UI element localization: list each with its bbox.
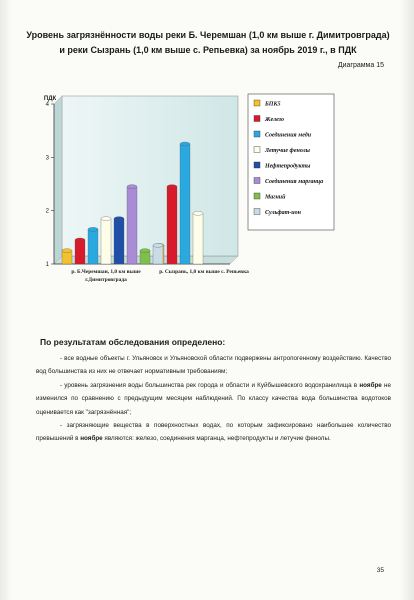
bar-cap <box>114 217 124 221</box>
x-category-label: р. Сызрань, 1,0 км выше с. Репьевка <box>159 269 249 275</box>
findings-heading: По результатам обследования определено: <box>40 337 226 347</box>
legend-swatch <box>254 193 260 199</box>
legend-swatch <box>254 178 260 184</box>
x-category-label: р. Б.Черемшан, 1,0 км выше г.Димитровграда <box>71 269 141 283</box>
legend-label: Магний <box>265 194 286 201</box>
y-tick-label: 2 <box>45 208 49 215</box>
title-line-1: Уровень загрязнённости воды реки Б. Черемшан (1,0 км выше г. Димитровграда) <box>26 30 390 40</box>
legend-label: Нефтепродукты <box>265 163 311 170</box>
paragraph-2 <box>36 379 391 419</box>
legend-label: Сульфат-ион <box>265 210 301 216</box>
legend-swatch <box>254 162 260 168</box>
bar-cap <box>62 249 72 253</box>
y-axis-title: ПДК <box>43 96 57 102</box>
legend-swatch <box>254 116 260 122</box>
bar-cap <box>75 238 85 242</box>
bar <box>114 219 124 264</box>
bar-cap <box>88 227 98 231</box>
plot-side-wall <box>54 96 62 264</box>
pollution-bar-chart <box>20 86 340 296</box>
bar <box>180 144 190 264</box>
findings-text <box>36 352 391 446</box>
bar-cap <box>127 185 137 189</box>
legend-swatch <box>254 209 260 215</box>
legend-swatch <box>254 147 260 153</box>
document-title <box>22 28 394 58</box>
paragraph-3-text-a: - загрязняющие вещества в поверхностных водах, по которым зафиксировано наибольшее количество превышений в <box>36 422 391 443</box>
bar-cap <box>193 211 203 215</box>
bar-cap <box>101 217 111 221</box>
bar-cap <box>167 185 177 189</box>
paragraph-2-month: ноябре <box>359 381 382 389</box>
y-tick-label: 4 <box>45 102 49 108</box>
legend-swatch <box>254 131 260 137</box>
bar <box>167 187 177 264</box>
paragraph-1-text: - все водные объекты г. Ульяновск и Ульяновской области подвержены антропогенному воздействию. Качество вод большинства из них не отвечает нормативным требованиям; <box>36 355 391 376</box>
legend-label: Соединения марганца <box>265 179 324 185</box>
legend-swatch <box>254 100 260 106</box>
legend-label: БПК5 <box>265 101 281 108</box>
bar-cap <box>153 243 163 247</box>
y-tick-label: 3 <box>45 155 49 162</box>
paragraph-2-text-a: - уровень загрязнения воды большинства рек города и области и Куйбышевского водохранилища в <box>60 381 360 389</box>
paragraph-2-text-b: не изменился по сравнению с предыдущим месяцем наблюдений. По классу качества вода большинства водотоков оценивается как "загрязнённая"; <box>36 381 391 416</box>
bar <box>88 229 98 264</box>
paragraph-1 <box>36 352 391 379</box>
bar <box>101 219 111 264</box>
diagram-number: Диаграмма 15 <box>337 62 384 69</box>
bar-cap <box>140 249 150 253</box>
paragraph-3-text-b: являются: железо, соединения марганца, нефтепродукты и летучие фенолы. <box>102 435 331 443</box>
title-line-2: и реки Сызрань (1,0 км выше с. Репьевка) за ноябрь 2019 г., в ПДК <box>59 45 357 55</box>
legend-label: Железо <box>265 117 284 123</box>
bar <box>193 213 203 264</box>
legend-label: Летучие фенолы <box>265 148 310 154</box>
page-number: 35 <box>376 567 384 574</box>
bar <box>153 245 163 264</box>
bar <box>127 187 137 264</box>
paragraph-3-month: ноябре <box>80 435 103 443</box>
paragraph-3 <box>36 419 391 446</box>
bar-cap <box>180 142 190 146</box>
y-tick-label: 1 <box>45 262 49 268</box>
bar <box>75 240 85 264</box>
legend-label: Соединения меди <box>265 132 312 139</box>
